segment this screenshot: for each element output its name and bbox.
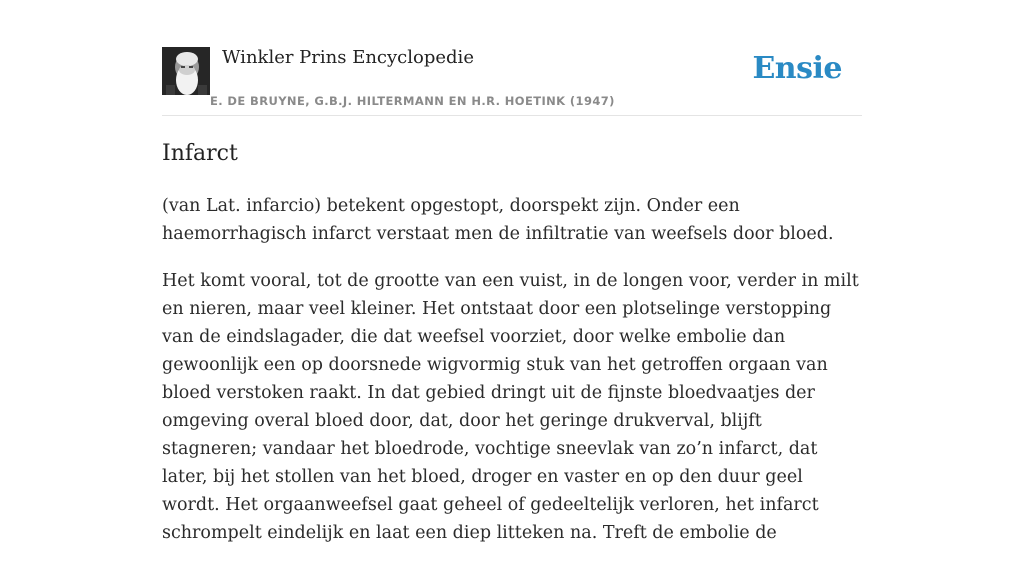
article-body <box>162 192 862 566</box>
article-paragraph-2: Het komt vooral, tot de grootte van een vuist, in de longen voor, verder in milt en nieren, maar veel kleiner. Het ontstaat door een plotselinge verstopping van de eindslagader, die dat weefsel voorziet, door welke embolie dan gewoonlijk een op doorsnede wigvormig stuk van het getroffen orgaan van bloed verstoken raakt. In dat gebied dringt uit de fijnste bloedvaatjes der omgeving overal bloed door, dat, door het geringe drukverval, blijft stagneren; vandaar het bloedrode, vochtige sneevlak van zo’n infarct, dat later, bij het stollen van het bloed, droger en vaster en op den duur geel wordt. Het orgaanweefsel gaat geheel of gedeeltelijk verloren, het infarct schrompelt eindelijk en laat een diep litteken na. Treft de embolie de <box>162 271 859 543</box>
portrait-icon <box>162 47 210 95</box>
source-title[interactable]: Winkler Prins Encyclopedie <box>222 47 474 68</box>
author-avatar[interactable] <box>162 47 210 95</box>
brand-logo[interactable]: Ensie <box>752 51 842 86</box>
article-title: Infarct <box>162 141 238 166</box>
article-paragraph-1: (van Lat. infarcio) betekent opgestopt, doorspekt zijn. Onder een haemorrhagisch infarct verstaat men de infiltratie van weefsels door bloed. <box>162 196 834 244</box>
source-authors: E. DE BRUYNE, G.B.J. HILTERMANN EN H.R. HOETINK (1947) <box>210 94 615 108</box>
content-column <box>162 0 862 543</box>
source-header <box>162 0 862 116</box>
